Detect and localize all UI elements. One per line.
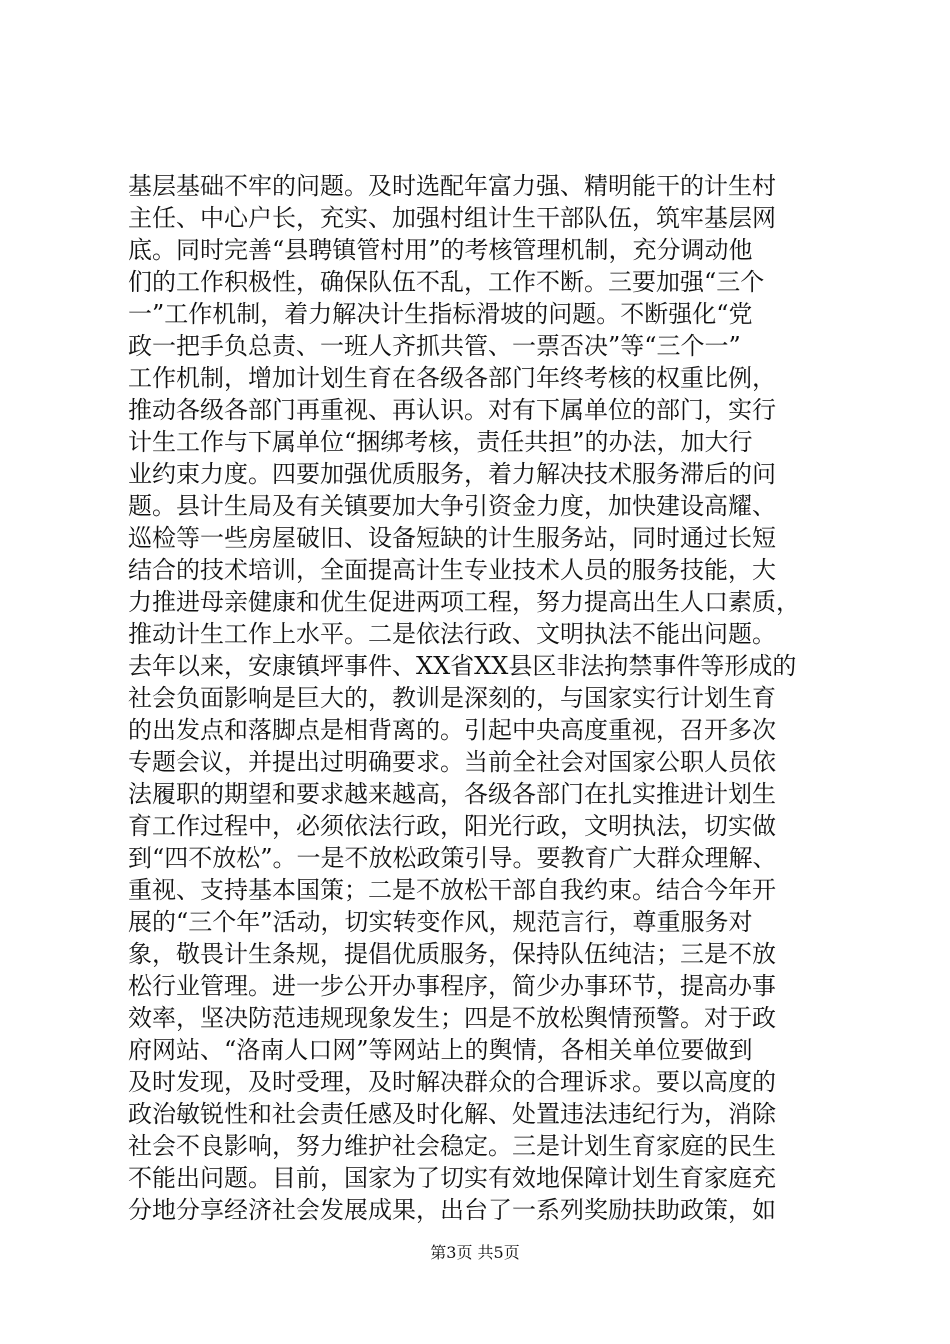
text-line: 象，敬畏计生条规，提倡优质服务，保持队伍纯洁；三是不放 — [128, 940, 776, 968]
text-line: 不能出问题。目前，国家为了切实有效地保障计划生育家庭充 — [128, 1164, 776, 1192]
text-line: 计生工作与下属单位“捆绑考核，责任共担”的办法，加大行 — [128, 428, 753, 456]
text-line: 效率，坚决防范违规现象发生；四是不放松舆情预警。对于政 — [128, 1004, 776, 1032]
text-line: 展的“三个年”活动，切实转变作风，规范言行，尊重服务对 — [128, 908, 753, 936]
text-line: 业约束力度。四要加强优质服务，着力解决技术服务滞后的问 — [128, 460, 776, 488]
text-line: 们的工作积极性，确保队伍不乱，工作不断。三要加强“三个 — [128, 268, 765, 296]
text-line: 松行业管理。进一步公开办事程序，简少办事环节，提高办事 — [128, 972, 776, 1000]
text-line: 结合的技术培训，全面提高计生专业技术人员的服务技能，大 — [128, 556, 776, 584]
text-line: 去年以来，安康镇坪事件、XX省XX县区非法拘禁事件等形成的 — [128, 652, 797, 680]
text-line: 专题会议，并提出过明确要求。当前全社会对国家公职人员依 — [128, 748, 776, 776]
text-line: 主任、中心户长，充实、加强村组计生干部队伍，筑牢基层网 — [128, 204, 776, 232]
text-line: 一”工作机制，着力解决计生指标滑坡的问题。不断强化“党 — [128, 300, 753, 328]
text-line: 巡检等一些房屋破旧、设备短缺的计生服务站，同时通过长短 — [128, 524, 776, 552]
text-line: 基层基础不牢的问题。及时选配年富力强、精明能干的计生村 — [128, 172, 776, 200]
text-line: 分地分享经济社会发展成果，出台了一系列奖励扶助政策，如 — [128, 1196, 776, 1224]
text-line: 社会不良影响，努力维护社会稳定。三是计划生育家庭的民生 — [128, 1132, 776, 1160]
page-footer: 第3页 共5页 — [430, 1243, 520, 1262]
text-line: 政治敏锐性和社会责任感及时化解、处置违法违纪行为，消除 — [128, 1100, 776, 1128]
text-line: 到“四不放松”。一是不放松政策引导。要教育广大群众理解、 — [128, 844, 777, 872]
text-line: 育工作过程中，必须依法行政，阳光行政，文明执法，切实做 — [128, 812, 776, 840]
text-line: 推动计生工作上水平。二是依法行政、文明执法不能出问题。 — [128, 620, 776, 648]
text-line: 工作机制，增加计划生育在各级各部门年终考核的权重比例， — [128, 364, 776, 392]
text-line: 政一把手负总责、一班人齐抓共管、一票否决”等“三个一” — [128, 332, 741, 360]
text-line: 及时发现，及时受理，及时解决群众的合理诉求。要以高度的 — [128, 1068, 776, 1096]
text-line: 社会负面影响是巨大的，教训是深刻的，与国家实行计划生育 — [128, 684, 776, 712]
text-line: 题。县计生局及有关镇要加大争引资金力度，加快建设高耀、 — [128, 492, 776, 520]
text-line: 法履职的期望和要求越来越高，各级各部门在扎实推进计划生 — [128, 780, 776, 808]
text-line: 推动各级各部门再重视、再认识。对有下属单位的部门，实行 — [128, 396, 776, 424]
body-text — [128, 170, 838, 1226]
text-line: 重视、支持基本国策；二是不放松干部自我约束。结合今年开 — [128, 876, 776, 904]
text-line: 的出发点和落脚点是相背离的。引起中央高度重视，召开多次 — [128, 716, 776, 744]
text-line: 府网站、“洛南人口网”等网站上的舆情，各相关单位要做到 — [128, 1036, 753, 1064]
text-line: 力推进母亲健康和优生促进两项工程，努力提高出生人口素质， — [128, 588, 800, 616]
text-line: 底。同时完善“县聘镇管村用”的考核管理机制，充分调动他 — [128, 236, 753, 264]
